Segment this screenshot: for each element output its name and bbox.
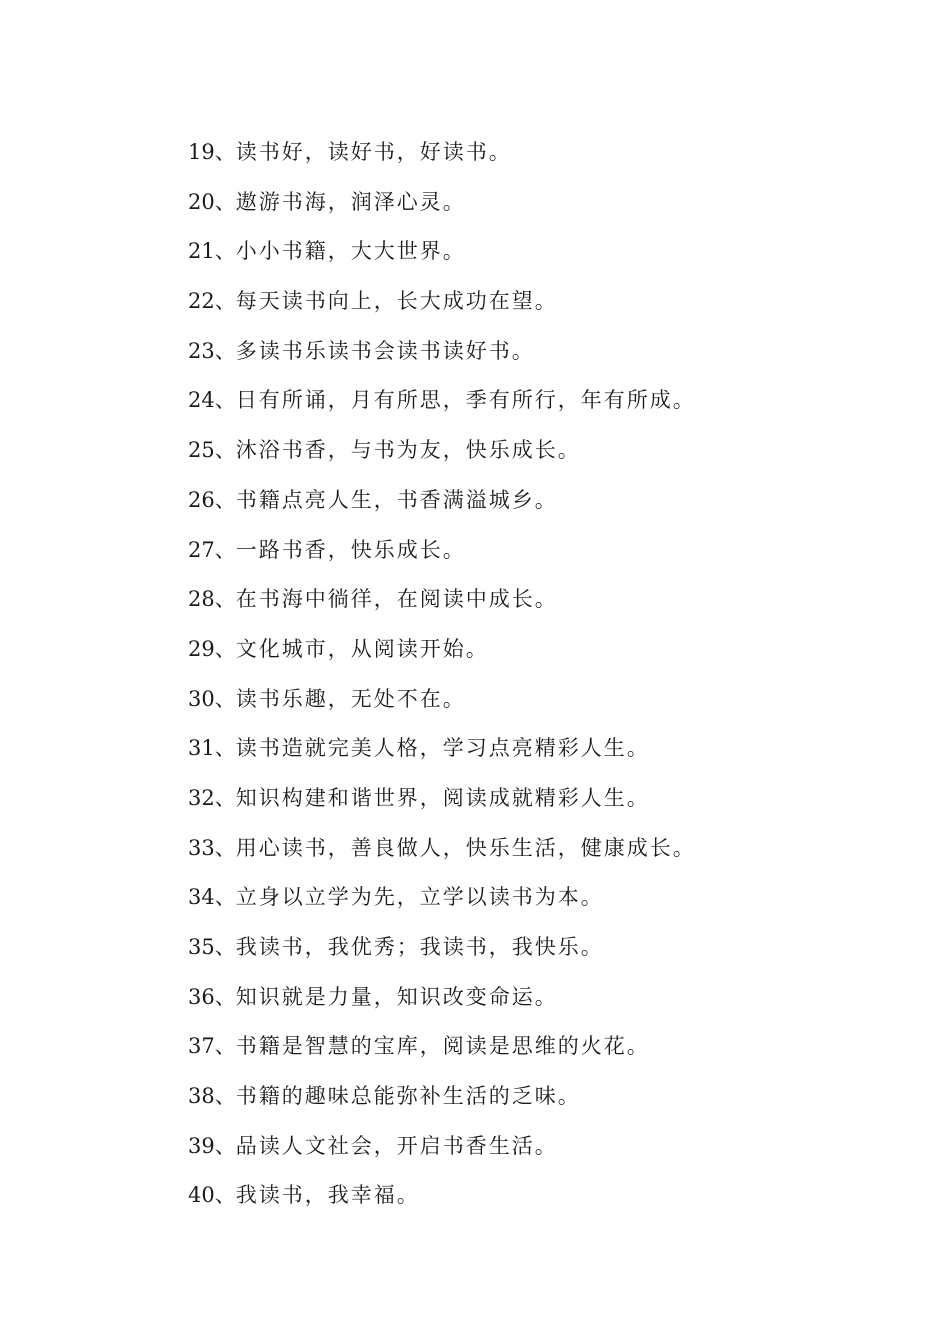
list-item (188, 784, 696, 834)
item-number: 30、 (188, 686, 236, 711)
list-item (188, 486, 696, 536)
list-item (188, 287, 696, 337)
list-item (188, 933, 696, 983)
item-text: 每天读书向上，长大成功在望。 (235, 289, 558, 314)
list-item (188, 436, 696, 486)
item-text: 遨游书海，润泽心灵。 (235, 189, 466, 214)
item-text: 我读书，我优秀；我读书，我快乐。 (235, 935, 604, 959)
list-item (188, 1132, 696, 1182)
list-item (188, 834, 696, 884)
item-number: 23、 (188, 338, 236, 363)
slogan-list (188, 138, 696, 1231)
list-item (188, 883, 696, 933)
item-number: 38、 (188, 1084, 236, 1109)
item-text: 读书好，读好书，好读书。 (235, 140, 512, 164)
item-number: 28、 (188, 587, 236, 612)
item-number: 24、 (188, 388, 236, 413)
item-number: 20、 (188, 189, 236, 214)
item-text: 读书造就完美人格，学习点亮精彩人生。 (235, 736, 650, 761)
item-text: 文化城市，从阅读开始。 (235, 636, 489, 661)
item-text: 书籍点亮人生，书香满溢城乡。 (235, 487, 558, 512)
item-number: 31、 (188, 736, 236, 761)
item-text: 知识就是力量，知识改变命运。 (235, 984, 558, 1009)
item-number: 29、 (188, 636, 236, 661)
item-text: 书籍是智慧的宝库，阅读是思维的火花。 (235, 1034, 650, 1059)
item-text: 品读人文社会，开启书香生活。 (235, 1133, 558, 1158)
list-item (188, 337, 696, 387)
item-text: 读书乐趣，无处不在。 (235, 686, 466, 711)
list-item (188, 685, 696, 735)
item-number: 37、 (188, 1034, 236, 1059)
item-number: 34、 (188, 885, 236, 910)
item-number: 36、 (188, 984, 236, 1009)
item-text: 一路书香，快乐成长。 (235, 537, 466, 562)
list-item (188, 635, 696, 685)
item-number: 27、 (188, 537, 236, 562)
item-text: 沐浴书香，与书为友，快乐成长。 (235, 438, 581, 463)
item-text: 在书海中徜徉，在阅读中成长。 (235, 587, 558, 612)
item-number: 19、 (188, 140, 236, 164)
item-text: 知识构建和谐世界，阅读成就精彩人生。 (235, 785, 650, 810)
list-item (188, 1181, 696, 1231)
item-number: 40、 (188, 1183, 236, 1208)
item-text: 用心读书，善良做人，快乐生活，健康成长。 (235, 835, 696, 860)
item-number: 32、 (188, 785, 236, 810)
list-item (188, 138, 696, 188)
item-number: 22、 (188, 289, 236, 314)
list-item (188, 585, 696, 635)
item-number: 25、 (188, 438, 236, 463)
list-item (188, 1082, 696, 1132)
item-text: 立身以立学为先，立学以读书为本。 (235, 885, 604, 910)
list-item (188, 983, 696, 1033)
list-item (188, 188, 696, 238)
item-number: 26、 (188, 487, 236, 512)
list-item (188, 1032, 696, 1082)
item-number: 39、 (188, 1133, 236, 1158)
list-item (188, 237, 696, 287)
item-number: 21、 (188, 239, 236, 264)
list-item (188, 536, 696, 586)
item-text: 多读书乐读书会读书读好书。 (235, 338, 535, 363)
item-number: 33、 (188, 835, 236, 860)
item-text: 日有所诵，月有所思，季有所行，年有所成。 (235, 388, 696, 413)
item-number: 35、 (188, 935, 236, 959)
item-text: 我读书，我幸福。 (235, 1183, 420, 1208)
item-text: 小小书籍，大大世界。 (235, 239, 466, 264)
item-text: 书籍的趣味总能弥补生活的乏味。 (235, 1084, 581, 1109)
list-item (188, 734, 696, 784)
list-item (188, 386, 696, 436)
